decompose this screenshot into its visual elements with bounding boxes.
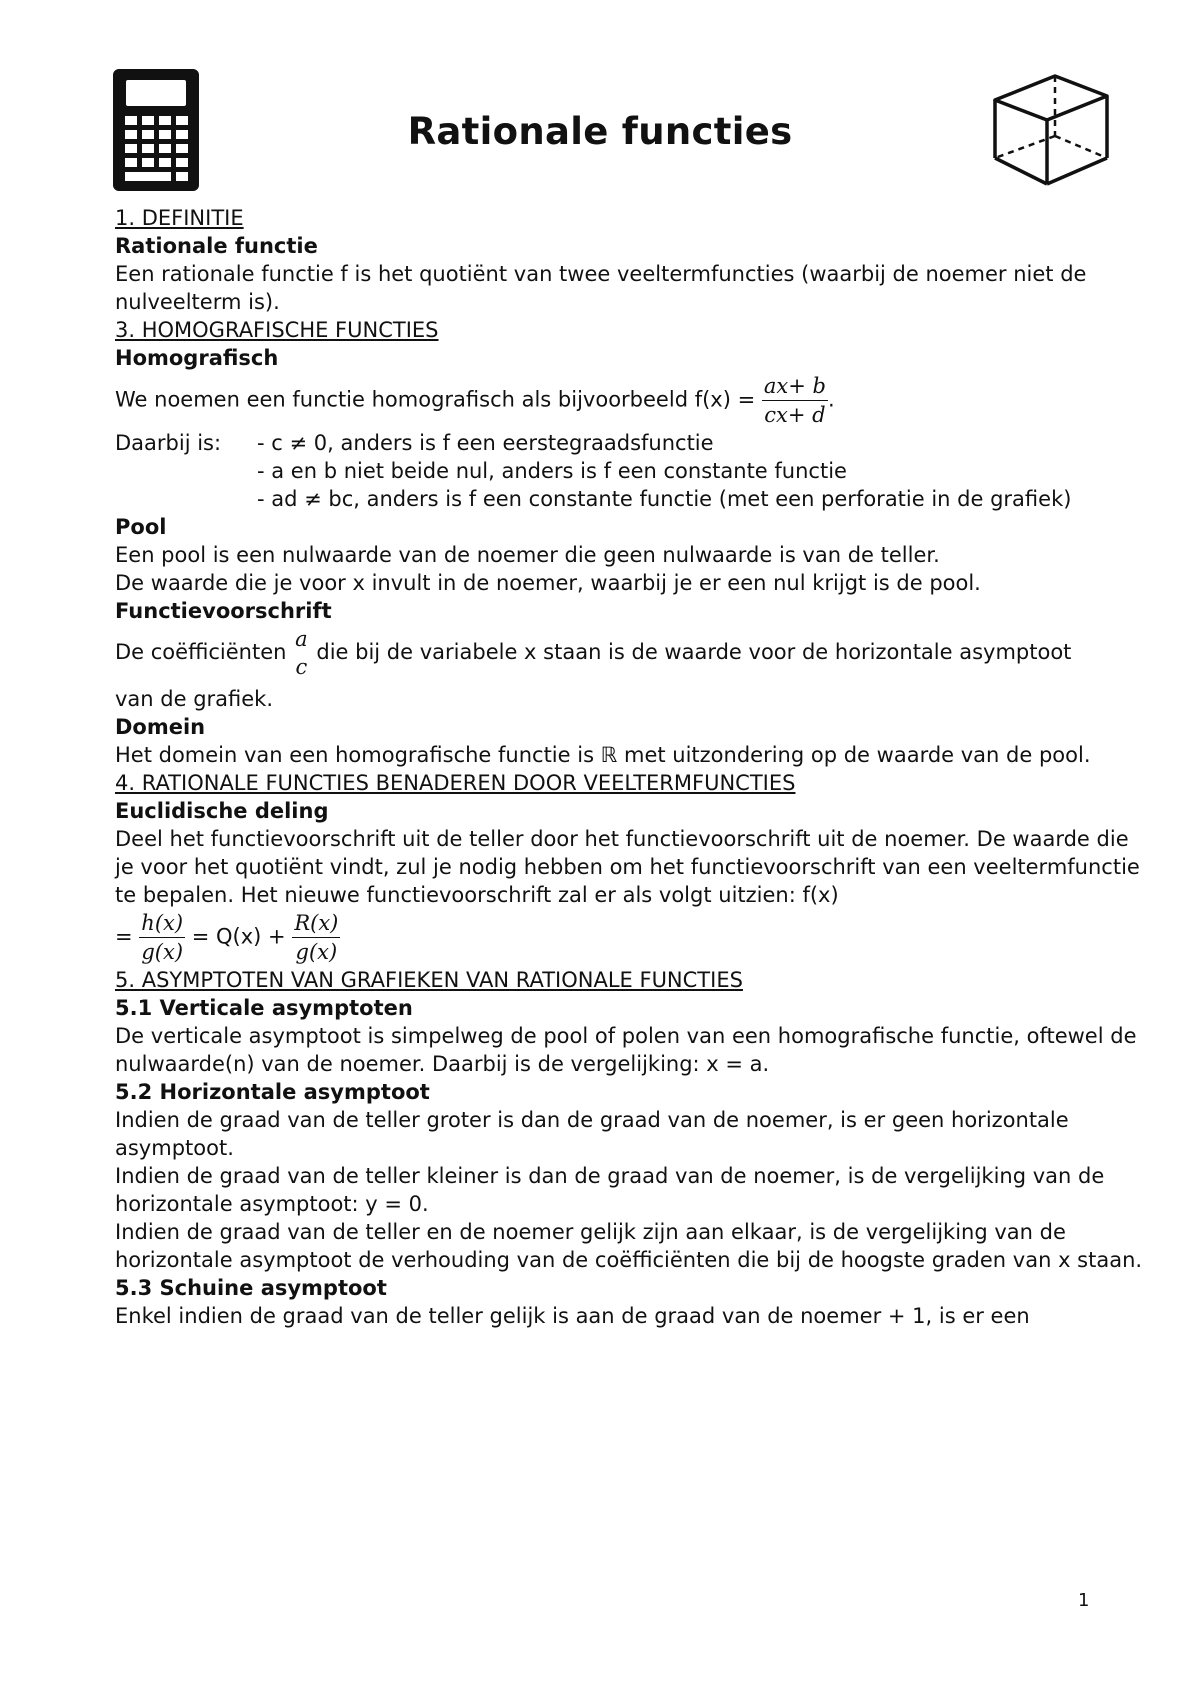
paragraph-pool-1: Een pool is een nulwaarde van de noemer die geen nulwaarde is van de teller.: [115, 543, 940, 567]
section-heading-asymptoten: 5. ASYMPTOTEN VAN GRAFIEKEN VAN RATIONALE FUNCTIES: [115, 968, 743, 992]
equation-middle: = Q(x) +: [191, 924, 286, 949]
functievoorschrift-post: die bij de variabele x staan is de waarde voor de horizontale asymptoot: [316, 640, 1072, 664]
paragraph-horizontale-3: Indien de graad van de teller en de noemer gelijk zijn aan elkaar, is de vergelijking van de horizontale asymptoot de verhouding van de coëfficiënten die bij de hoogste graden van x staan.: [115, 1220, 1143, 1272]
condition-1: - c ≠ 0, anders is f een eerstegraadsfunctie: [257, 431, 714, 455]
paragraph-domein: Het domein van een homografische functie is ℝ met uitzondering op de waarde van de pool.: [115, 743, 1091, 767]
paragraph-pool-2: De waarde die je voor x invult in de noemer, waarbij je er een nul krijgt is de pool.: [115, 571, 981, 595]
fraction-numerator: ax+ b: [762, 372, 828, 401]
paragraph-horizontale-1: Indien de graad van de teller groter is dan de graad van de noemer, is er geen horizontale asymptoot.: [115, 1108, 1069, 1160]
fraction-r-over-g: [292, 909, 340, 966]
subheading-homografisch: Homografisch: [115, 346, 279, 370]
fraction-h-over-g: [139, 909, 185, 966]
paragraph-definitie: Een rationale functie f is het quotiënt van twee veeltermfuncties (waarbij de noemer niet de nulveelterm is).: [115, 262, 1087, 314]
subheading-euclidische-deling: Euclidische deling: [115, 799, 329, 823]
paragraph-schuine-asymptoot: Enkel indien de graad van de teller gelijk is aan de graad van de noemer + 1, is er een: [115, 1304, 1030, 1328]
fraction-numerator: R(x): [292, 909, 340, 938]
page-number: 1: [1078, 1590, 1090, 1611]
fraction-denominator: g(x): [141, 940, 184, 964]
section-heading-homografische-functies: 3. HOMOGRAFISCHE FUNCTIES: [115, 318, 439, 342]
fraction-a-over-c: [293, 625, 310, 681]
subheading-verticale-asymptoten: 5.1 Verticale asymptoten: [115, 996, 413, 1020]
section-heading-benaderen: 4. RATIONALE FUNCTIES BENADEREN DOOR VEELTERMFUNCTIES: [115, 771, 796, 795]
conditions-label: Daarbij is:: [115, 431, 222, 455]
paragraph-functievoorschrift: [115, 625, 1145, 681]
document-body: [115, 204, 1145, 1330]
conditions-row: [115, 429, 1145, 457]
fraction-numerator: h(x): [139, 909, 185, 938]
fraction-denominator: g(x): [295, 940, 338, 964]
condition-3: - ad ≠ bc, anders is f een constante functie (met een perforatie in de grafiek): [257, 487, 1072, 511]
condition-2: - a en b niet beide nul, anders is f een constante functie: [257, 459, 847, 483]
page-title: Rationale functies: [407, 110, 793, 153]
equation-equals: =: [115, 924, 133, 949]
fraction-ax-b-over-cx-d: [762, 372, 828, 429]
subheading-pool: Pool: [115, 515, 167, 539]
subheading-domein: Domein: [115, 715, 206, 739]
fraction-denominator: c: [295, 655, 308, 679]
equation-euclidische-deling: [115, 909, 1145, 966]
fraction-numerator: a: [295, 627, 308, 651]
section-heading-definitie: 1. DEFINITIE: [115, 206, 244, 230]
subheading-rationale-functie: Rationale functie: [115, 234, 318, 258]
paragraph-functievoorschrift-2: van de grafiek.: [115, 687, 274, 711]
paragraph-euclidische-deling: Deel het functievoorschrift uit de teller door het functievoorschrift uit de noemer. De waarde die je voor het quotiënt vindt, zul je nodig hebben om het functievoorschrift van een veeltermfunctie te bepalen. Het nieuwe functievoorschrift zal er als volgt uitzien: f(x): [115, 827, 1140, 907]
paragraph-homografisch-intro: [115, 372, 1145, 429]
subheading-horizontale-asymptoot: 5.2 Horizontale asymptoot: [115, 1080, 430, 1104]
subheading-schuine-asymptoot: 5.3 Schuine asymptoot: [115, 1276, 387, 1300]
paragraph-verticale-asymptoten: De verticale asymptoot is simpelweg de pool of polen van een homografische functie, oftewel de nulwaarde(n) van de noemer. Daarbij is de vergelijking: x = a.: [115, 1024, 1137, 1076]
subheading-functievoorschrift: Functievoorschrift: [115, 599, 332, 623]
functievoorschrift-pre: De coëfficiënten: [115, 640, 287, 664]
fraction-denominator: cx+ d: [764, 403, 826, 427]
paragraph-horizontale-2: Indien de graad van de teller kleiner is dan de graad van de noemer, is de vergelijking van de horizontale asymptoot: y = 0.: [115, 1164, 1105, 1216]
homografisch-intro-text: We noemen een functie homografisch als bijvoorbeeld f(x) =: [115, 387, 756, 412]
homografisch-intro-end: .: [827, 387, 835, 412]
